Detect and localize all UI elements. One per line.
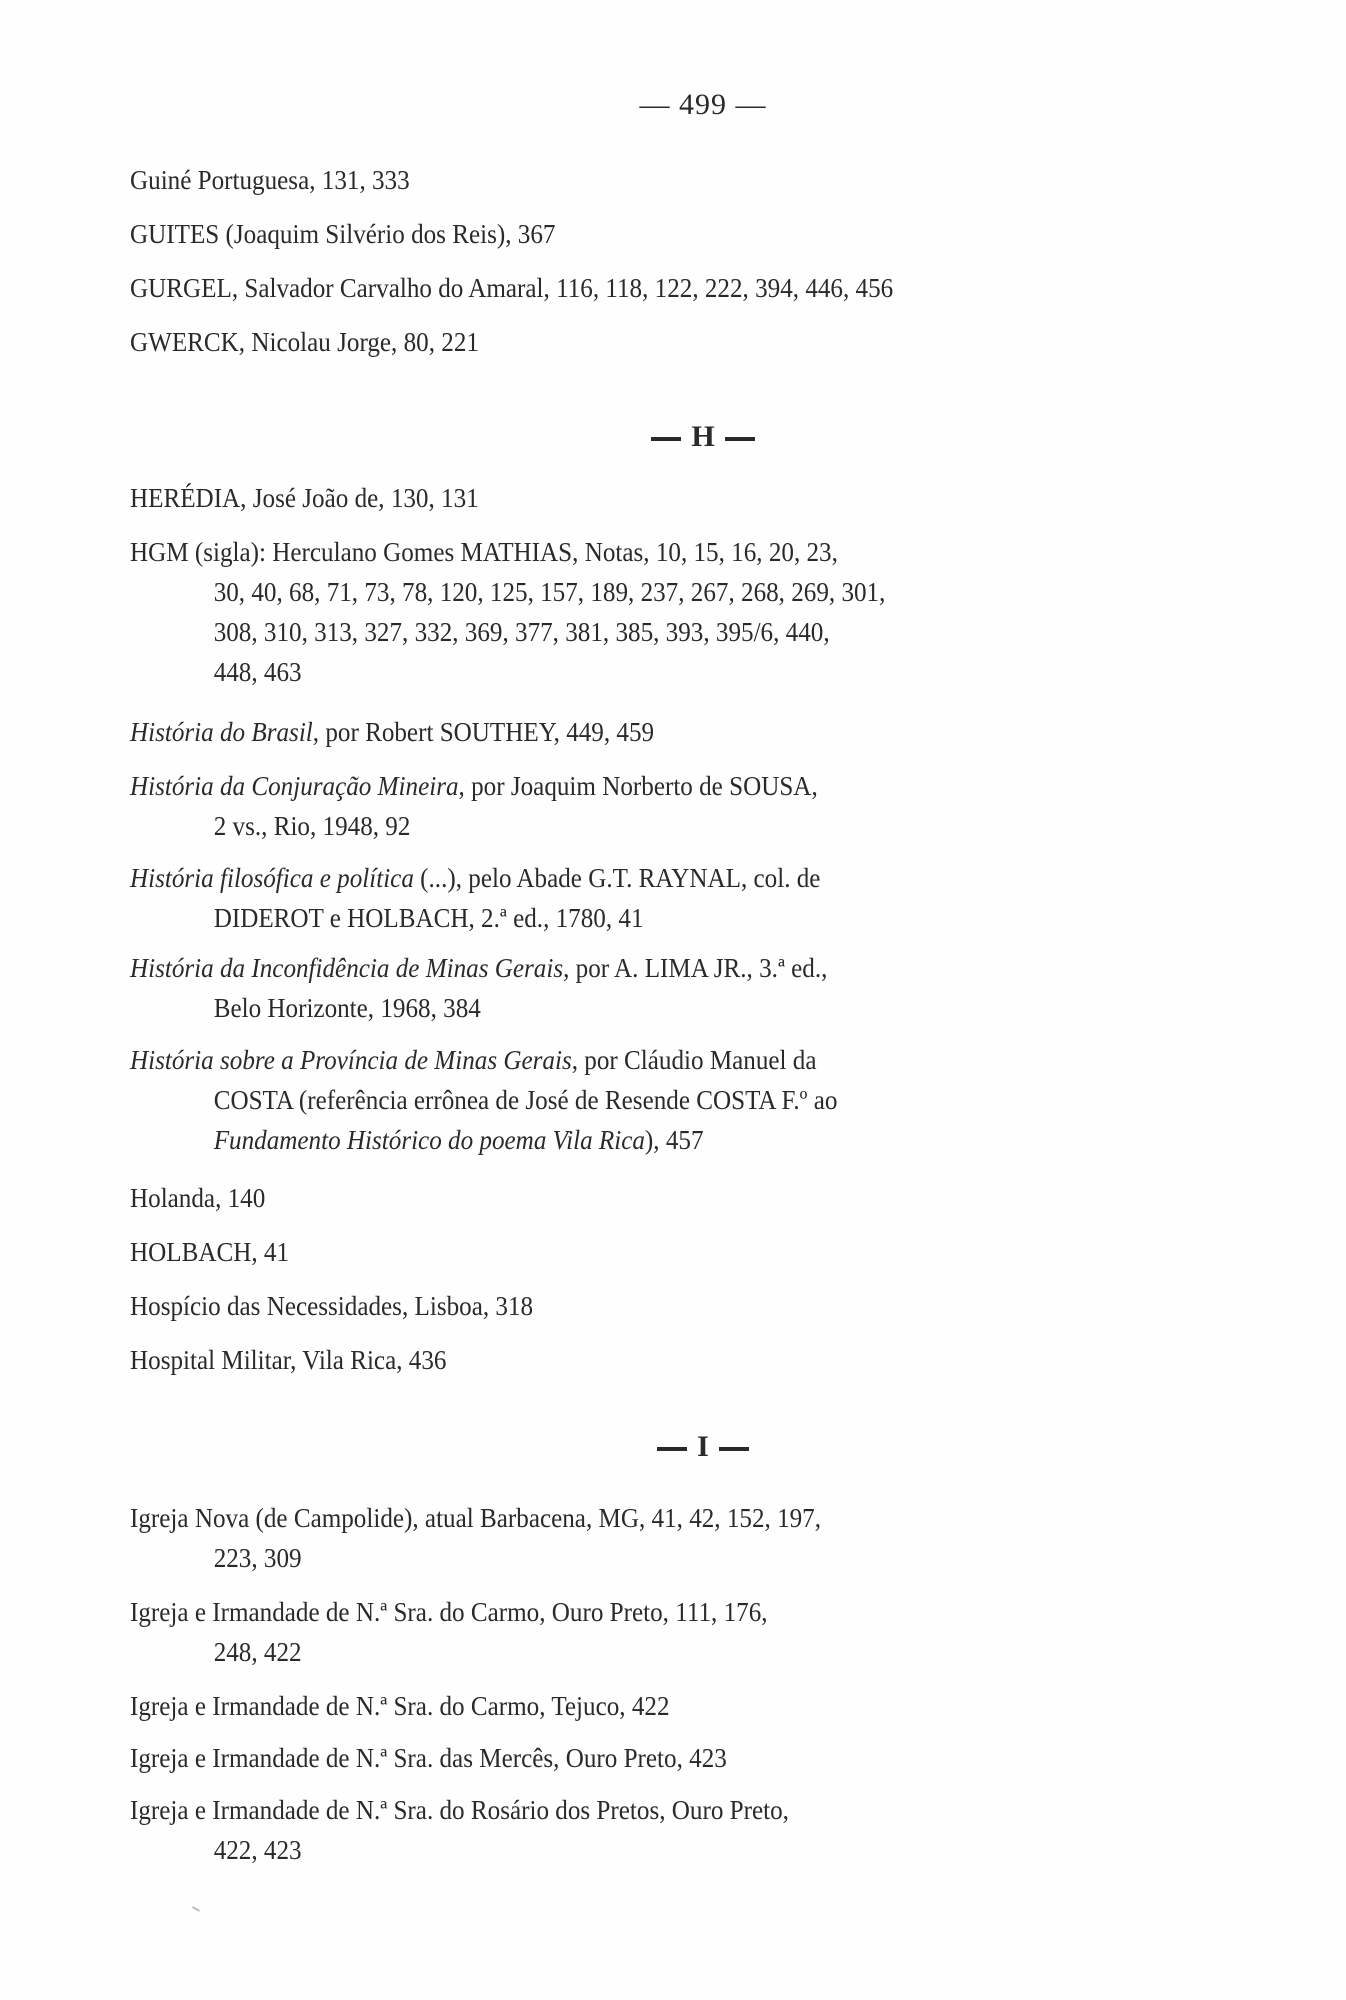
index-entry-igreja-merces: Igreja e Irmandade de N.ª Sra. das Mercês, Ouro Preto, 423: [130, 1743, 727, 1773]
entry-text: ), 457: [644, 1125, 704, 1155]
section-letter: H: [691, 420, 715, 453]
section-letter: I: [697, 1430, 709, 1463]
entry-line: Igreja Nova (de Campolide), atual Barbacena, MG, 41, 42, 152, 197,: [130, 1503, 822, 1533]
index-entry-igreja-nova: [130, 1498, 1139, 1578]
entry-continuation: 422, 423: [213, 1835, 302, 1865]
index-entry-heredia: HERÉDIA, José João de, 130, 131: [130, 483, 479, 513]
section-heading-h: [0, 420, 1346, 454]
entry-text: , por Robert SOUTHEY, 449, 459: [312, 717, 655, 747]
book-title: História da Conjuração Mineira: [130, 771, 459, 801]
index-entry-igreja-rosario: [130, 1790, 1139, 1870]
entry-continuation: 308, 310, 313, 327, 332, 369, 377, 381, 385, 393, 395/6, 440,: [213, 617, 830, 647]
book-title: História da Inconfidência de Minas Gerais: [130, 953, 564, 983]
entry-continuation: DIDEROT e HOLBACH, 2.ª ed., 1780, 41: [213, 903, 644, 933]
entry-line: HGM (sigla): Herculano Gomes MATHIAS, Notas, 10, 15, 16, 20, 23,: [130, 537, 838, 567]
index-entry-igreja-carmo-tejuco: Igreja e Irmandade de N.ª Sra. do Carmo, Tejuco, 422: [130, 1691, 670, 1721]
dash-left: [657, 1447, 687, 1451]
index-entry-hgm: [130, 532, 1139, 692]
scan-speck: [192, 1906, 200, 1912]
index-entry-historia-inconfidencia: [130, 948, 1139, 1028]
book-title: História sobre a Província de Minas Gerais: [130, 1045, 572, 1075]
index-entry-historia-conjuracao: [130, 766, 1139, 846]
index-entry-gwerck: GWERCK, Nicolau Jorge, 80, 221: [130, 327, 479, 357]
index-entry-guine: Guiné Portuguesa, 131, 333: [130, 165, 410, 195]
entry-continuation: [130, 1120, 1139, 1160]
entry-continuation: Belo Horizonte, 1968, 384: [213, 993, 481, 1023]
index-entry-igreja-carmo-ouro-preto: [130, 1592, 1139, 1672]
entry-continuation: 448, 463: [213, 657, 302, 687]
entry-text: , por Joaquim Norberto de SOUSA,: [458, 771, 818, 801]
index-entry-hospicio: Hospício das Necessidades, Lisboa, 318: [130, 1291, 534, 1321]
section-heading-i: [0, 1430, 1346, 1464]
page-number: — 499 —: [639, 88, 767, 121]
index-entry-guites: GUITES (Joaquim Silvério dos Reis), 367: [130, 219, 556, 249]
index-entry-hospital: Hospital Militar, Vila Rica, 436: [130, 1345, 447, 1375]
entry-text: , por A. LIMA JR., 3.ª ed.,: [563, 953, 828, 983]
entry-continuation: 248, 422: [213, 1637, 302, 1667]
book-title: Fundamento Histórico do poema Vila Rica: [213, 1125, 645, 1155]
index-entry-holanda: Holanda, 140: [130, 1183, 266, 1213]
index-entry-historia-provincia: [130, 1040, 1139, 1160]
entry-continuation: 30, 40, 68, 71, 73, 78, 120, 125, 157, 189, 237, 267, 268, 269, 301,: [213, 577, 886, 607]
index-entry-historia-filosofica: [130, 858, 1139, 938]
entry-continuation: 2 vs., Rio, 1948, 92: [213, 811, 411, 841]
dash-left: [651, 437, 681, 441]
entry-continuation: 223, 309: [213, 1543, 302, 1573]
index-entry-gurgel: GURGEL, Salvador Carvalho do Amaral, 116, 118, 122, 222, 394, 446, 456: [130, 273, 894, 303]
entry-line: Igreja e Irmandade de N.ª Sra. do Rosário dos Pretos, Ouro Preto,: [130, 1795, 789, 1825]
book-title: História do Brasil: [130, 717, 313, 747]
dash-right: [719, 1447, 749, 1451]
index-entry-historia-brasil: [130, 712, 1139, 752]
index-entry-holbach: HOLBACH, 41: [130, 1237, 290, 1267]
entry-continuation: COSTA (referência errônea de José de Resende COSTA F.º ao: [213, 1085, 838, 1115]
entry-line: Igreja e Irmandade de N.ª Sra. do Carmo, Ouro Preto, 111, 176,: [130, 1597, 768, 1627]
entry-text: , por Cláudio Manuel da: [571, 1045, 817, 1075]
dash-right: [725, 437, 755, 441]
entry-text: (...), pelo Abade G.T. RAYNAL, col. de: [413, 863, 821, 893]
book-title: História filosófica e política: [130, 863, 414, 893]
